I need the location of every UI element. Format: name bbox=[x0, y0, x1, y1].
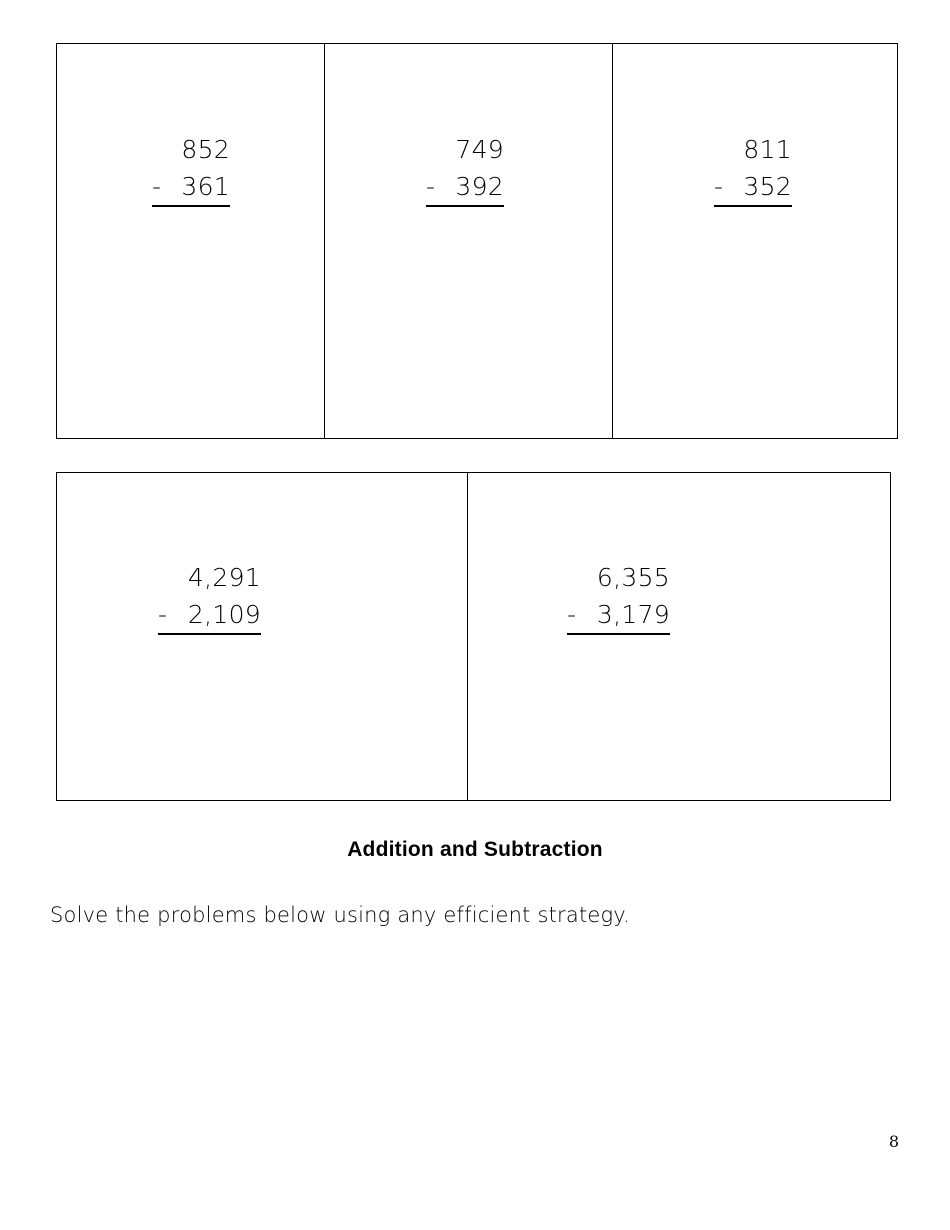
subtrahend: 3,179 bbox=[596, 600, 670, 629]
problem-cell[interactable] bbox=[612, 44, 897, 438]
minus-sign: - bbox=[158, 600, 168, 629]
subtrahend-line bbox=[567, 597, 670, 635]
subtrahend: 352 bbox=[743, 172, 792, 201]
minus-sign: - bbox=[714, 172, 724, 201]
subtraction-problem bbox=[567, 558, 670, 635]
subtrahend-line bbox=[158, 597, 261, 635]
problem-grid-top bbox=[56, 43, 898, 439]
problem-cell[interactable] bbox=[467, 473, 890, 800]
subtrahend: 2,109 bbox=[187, 600, 261, 629]
minus-sign: - bbox=[426, 172, 436, 201]
subtrahend: 361 bbox=[181, 172, 230, 201]
minus-sign: - bbox=[567, 600, 577, 629]
subtraction-problem bbox=[152, 130, 230, 207]
subtraction-problem bbox=[714, 130, 792, 207]
minuend: 811 bbox=[743, 135, 792, 164]
problem-cell[interactable] bbox=[57, 44, 324, 438]
subtrahend-line bbox=[426, 169, 504, 207]
subtrahend-line bbox=[152, 169, 230, 207]
subtraction-problem bbox=[158, 558, 261, 635]
problem-grid-bottom bbox=[56, 472, 891, 801]
subtrahend: 392 bbox=[455, 172, 504, 201]
minuend: 852 bbox=[181, 135, 230, 164]
minus-sign: - bbox=[152, 172, 162, 201]
subtraction-problem bbox=[426, 130, 504, 207]
problem-cell[interactable] bbox=[57, 473, 467, 800]
problem-cell[interactable] bbox=[324, 44, 612, 438]
section-title: Addition and Subtraction bbox=[347, 838, 603, 861]
minuend: 6,355 bbox=[596, 563, 670, 592]
subtrahend-line bbox=[714, 169, 792, 207]
minuend: 4,291 bbox=[187, 563, 261, 592]
minuend: 749 bbox=[455, 135, 504, 164]
page-number: 8 bbox=[888, 1132, 899, 1151]
instructions-text: Solve the problems below using any efficient strategy. bbox=[50, 903, 630, 927]
